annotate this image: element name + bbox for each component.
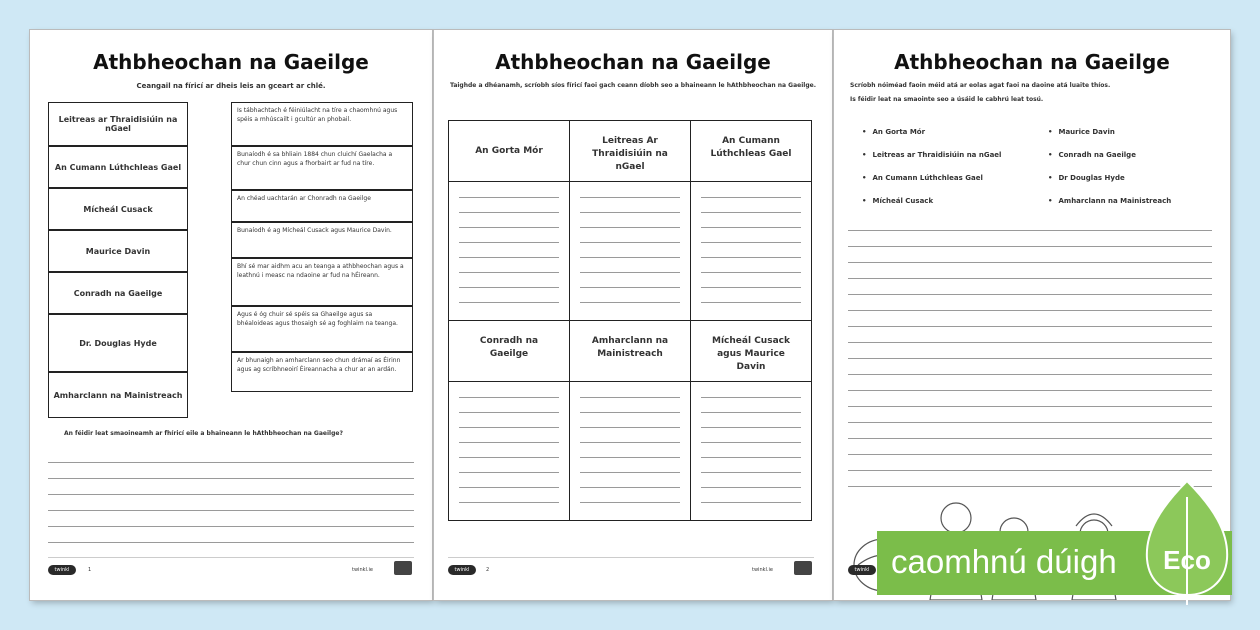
- writing-line: [459, 302, 559, 303]
- writing-line: [580, 502, 680, 503]
- writing-line: [48, 526, 414, 527]
- writing-line: [580, 242, 680, 243]
- topic-bullet: • Dr Douglas Hyde: [1048, 174, 1125, 182]
- question-text: An féidir leat smaoineamh ar fhíricí eile a bhaineann le hAthbheochan na Gaeilge?: [64, 430, 343, 437]
- writing-line: [701, 212, 801, 213]
- twinkl-badge-icon: [794, 561, 812, 575]
- research-cell: [690, 120, 812, 321]
- match-term-box: Maurice Davin: [48, 230, 188, 272]
- match-term-box: Mícheál Cusack: [48, 188, 188, 230]
- writing-line: [848, 230, 1212, 231]
- topic-bullet: • Leitreas ar Thraidisiúin na nGael: [862, 151, 1001, 159]
- instruction-text: Taighde a dhéanamh, scríobh síos fíricí faoi gach ceann díobh seo a bhaineann le hAthbheochan na Gaeilge.: [450, 82, 816, 89]
- research-cell-heading: Leitreas Ar Thraidisiúin na nGael: [592, 136, 668, 172]
- writing-line: [848, 438, 1212, 439]
- match-term-box: Dr. Douglas Hyde: [48, 314, 188, 372]
- instruction-line-2: Is féidir leat na smaointe seo a úsáid le cabhrú leat tosú.: [850, 96, 1044, 103]
- writing-line: [580, 472, 680, 473]
- footer-divider: [448, 557, 814, 558]
- writing-line: [580, 412, 680, 413]
- research-cell: [448, 320, 570, 521]
- writing-line: [701, 257, 801, 258]
- writing-line: [848, 374, 1212, 375]
- footer-divider: [48, 557, 414, 558]
- writing-line: [48, 542, 414, 543]
- match-fact-box: Ar bhunaigh an amharclann seo chun drámaí as Éirinn agus ag scríbhneoirí Éireannacha a chur ar an ardán.: [231, 352, 413, 392]
- writing-line: [701, 287, 801, 288]
- writing-line: [48, 494, 414, 495]
- twinkl-logo: twinkl: [848, 565, 876, 575]
- writing-line: [848, 342, 1212, 343]
- writing-line: [580, 457, 680, 458]
- writing-line: [459, 272, 559, 273]
- writing-line: [848, 294, 1212, 295]
- writing-line: [848, 246, 1212, 247]
- writing-line: [701, 502, 801, 503]
- cell-divider: [691, 181, 811, 182]
- match-fact-box: Agus é óg chuir sé spéis sa Ghaeilge agus sa bhéaloideas agus thosaigh sé ag foghlaim na teanga.: [231, 306, 413, 352]
- writing-line: [580, 487, 680, 488]
- writing-line: [459, 197, 559, 198]
- writing-line: [580, 442, 680, 443]
- instruction-text: Ceangail na fíricí ar dheis leis an gceart ar chlé.: [136, 82, 326, 90]
- cell-divider: [570, 381, 690, 382]
- writing-line: [459, 472, 559, 473]
- match-fact-box: Bunaíodh é ag Mícheál Cusack agus Maurice Davin.: [231, 222, 413, 258]
- writing-line: [580, 227, 680, 228]
- twinkl-logo: twinkl: [48, 565, 76, 575]
- topic-bullet: • Mícheál Cusack: [862, 197, 933, 205]
- twinkl-logo: twinkl: [448, 565, 476, 575]
- writing-line: [701, 397, 801, 398]
- writing-line: [580, 197, 680, 198]
- cell-divider: [449, 181, 569, 182]
- page-title: Athbheochan na Gaeilge: [93, 50, 369, 74]
- writing-line: [848, 262, 1212, 263]
- research-cell-heading: An Cumann Lúthchleas Gael: [710, 136, 792, 159]
- research-cell: [569, 120, 691, 321]
- writing-line: [848, 390, 1212, 391]
- writing-line: [580, 287, 680, 288]
- match-fact-box: Bhí sé mar aidhm acu an teanga a athbheochan agus a leathnú i measc na ndaoine ar fud na hÉireann.: [231, 258, 413, 306]
- eco-banner-text: caomhnú dúigh: [891, 543, 1117, 580]
- writing-line: [580, 302, 680, 303]
- cell-divider: [691, 381, 811, 382]
- writing-line: [459, 257, 559, 258]
- writing-line: [580, 427, 680, 428]
- writing-line: [848, 422, 1212, 423]
- writing-line: [48, 462, 414, 463]
- writing-line: [48, 478, 414, 479]
- page-number: 2: [486, 567, 490, 573]
- writing-line: [459, 212, 559, 213]
- page-title: Athbheochan na Gaeilge: [894, 50, 1170, 74]
- writing-line: [848, 454, 1212, 455]
- topic-bullet: • An Gorta Mór: [862, 128, 925, 136]
- writing-line: [459, 442, 559, 443]
- writing-line: [459, 502, 559, 503]
- writing-line: [848, 310, 1212, 311]
- writing-line: [848, 326, 1212, 327]
- writing-line: [848, 278, 1212, 279]
- research-cell-heading: Mícheál Cusack agus Maurice Davin: [712, 336, 790, 372]
- research-cell: [448, 120, 570, 321]
- writing-line: [459, 242, 559, 243]
- research-cell: [569, 320, 691, 521]
- topic-bullet: • Maurice Davin: [1048, 128, 1115, 136]
- footer-link: twinkl.ie: [752, 567, 773, 573]
- worksheet-page-1: [30, 30, 432, 600]
- writing-line: [701, 442, 801, 443]
- instruction-line-1: Scríobh nóiméad faoin méid atá ar eolas agat faoi na daoine atá luaite thíos.: [850, 82, 1111, 89]
- writing-line: [48, 510, 414, 511]
- writing-line: [701, 227, 801, 228]
- page-number: 1: [88, 567, 92, 573]
- match-fact-box: Bunaíodh é sa bhliain 1884 chun cluichí Gaelacha a chur chun cinn agus a fhorbairt ar fud na tíre.: [231, 146, 413, 190]
- eco-badge-label: Eco: [1163, 545, 1211, 575]
- match-term-box: Leitreas ar Thraidisiúin na nGael: [48, 102, 188, 146]
- topic-bullet: • Amharclann na Mainistreach: [1048, 197, 1171, 205]
- match-fact-box: An chéad uachtarán ar Chonradh na Gaeilge: [231, 190, 413, 222]
- writing-line: [701, 412, 801, 413]
- writing-line: [701, 472, 801, 473]
- writing-line: [848, 358, 1212, 359]
- match-fact-box: Is tábhachtach é féiniúlacht na tíre a chaomhnú agus spéis a mhúscailt i gcultúr an phobail.: [231, 102, 413, 146]
- footer-link: twinkl.ie: [352, 567, 373, 573]
- writing-line: [701, 272, 801, 273]
- topic-bullet: • Conradh na Gaeilge: [1048, 151, 1136, 159]
- eco-leaf-icon: [1143, 477, 1231, 607]
- writing-line: [459, 487, 559, 488]
- cell-divider: [570, 181, 690, 182]
- research-cell: [690, 320, 812, 521]
- page-title: Athbheochan na Gaeilge: [495, 50, 771, 74]
- writing-line: [848, 406, 1212, 407]
- research-cell-heading: An Gorta Mór: [475, 146, 543, 156]
- match-term-box: Conradh na Gaeilge: [48, 272, 188, 314]
- worksheet-page-2: [434, 30, 832, 600]
- writing-line: [701, 242, 801, 243]
- writing-line: [459, 287, 559, 288]
- topic-bullet: • An Cumann Lúthchleas Gael: [862, 174, 983, 182]
- writing-line: [701, 427, 801, 428]
- writing-line: [701, 302, 801, 303]
- writing-line: [701, 457, 801, 458]
- twinkl-badge-icon: [394, 561, 412, 575]
- writing-line: [580, 257, 680, 258]
- writing-line: [459, 412, 559, 413]
- writing-line: [580, 212, 680, 213]
- match-term-box: Amharclann na Mainistreach: [48, 372, 188, 418]
- writing-line: [580, 272, 680, 273]
- writing-line: [701, 487, 801, 488]
- cell-divider: [449, 381, 569, 382]
- writing-line: [459, 457, 559, 458]
- writing-line: [580, 397, 680, 398]
- match-term-box: An Cumann Lúthchleas Gael: [48, 146, 188, 188]
- writing-line: [701, 197, 801, 198]
- writing-line: [459, 427, 559, 428]
- writing-line: [459, 397, 559, 398]
- research-cell-heading: Conradh na Gaeilge: [479, 336, 539, 359]
- writing-line: [459, 227, 559, 228]
- research-cell-heading: Amharclann na Mainistreach: [591, 336, 669, 359]
